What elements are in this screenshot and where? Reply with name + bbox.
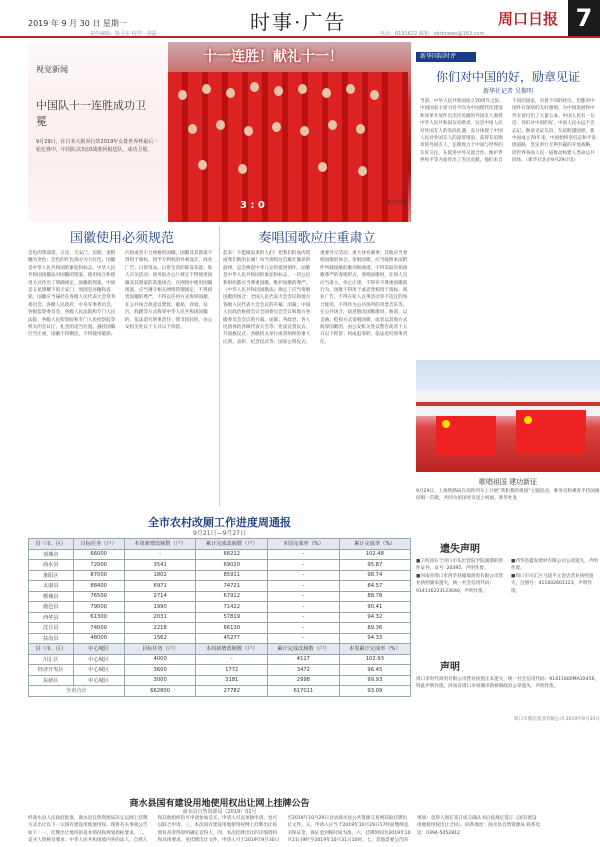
player-face — [250, 82, 259, 92]
table-cell: 鹿邑县 — [29, 602, 74, 613]
column-divider — [219, 226, 220, 506]
table-cell: 中心城区 — [73, 654, 124, 665]
table-cell: 中心城区 — [73, 675, 124, 686]
table-cell: 2714 — [124, 591, 196, 602]
player-face — [300, 126, 309, 136]
table-cell: 102.48 — [339, 549, 410, 560]
table-cell: - — [268, 581, 340, 592]
statement-title: 声明 — [440, 662, 460, 673]
table-cell: 57819 — [196, 612, 268, 623]
table-cell: - — [196, 654, 268, 665]
table-header: 中心城区 — [73, 644, 124, 655]
table-header: 目标任务（户） — [124, 644, 196, 655]
table-cell: 3472 — [268, 665, 340, 676]
commentary-title: 你们对中国的好，励章见证 — [435, 70, 580, 84]
photo-caption: 9月29日，在日本大阪举行的2019年女排世界杯最后一轮比赛中，中国队以3比0战胜阿根廷队，成功卫冕。 — [36, 139, 159, 153]
table-cell: - — [268, 549, 340, 560]
table-cell: 96.45 — [339, 665, 410, 676]
table-cell: 3181 — [196, 675, 268, 686]
page-number: 7 — [568, 0, 600, 36]
loss-notice-item: ■河南省周口市西华县翰瑞商贸有限公司营业执照副本遗失，统一社会信用代码：914116223123040，声明作废。 — [416, 573, 504, 594]
table-header-row — [29, 539, 411, 550]
table-row — [29, 612, 411, 623]
news-source: 视觉新闻 — [36, 65, 68, 74]
table-total-row — [29, 686, 411, 697]
player-face — [226, 88, 235, 98]
anthem-body: 起来！不愿做奴隶的人们！把我们的血肉筑成我们新的长城！每当奏唱这首雄壮激昂的旋律，总会唤起中华儿女的爱国情怀。国歌是中华人民共和国的象征和标志，一切公民和组织都应当尊重国歌，维护国歌的尊严。《中华人民共和国国歌法》规定了应当奏唱国歌的场合：全国人民代表大会会议和地方各级人民代表大会会议的开幕、闭幕；中国人民政治协商会议全国委员会会议和地方各级委员会会议的开幕、闭幕；各政党、各人民团体的各级代表大会等；宪法宣誓仪式；升国旗仪式；各级机关举行或者组织的重大庆典、表彰、纪念仪式等；国家公祭仪式；重要外交活动；重大体育赛事；其他应当奏唱国歌的场合。奏唱国歌，应当按照本法附件所载国歌的歌词和曲谱，不得采取有损国歌尊严的奏唱形式。奏唱国歌时，在场人员应当肃立，举止庄重，不得有不尊重国歌的行为。国歌不得用于或者变相用于商标、商业广告，不得在私人丧事活动等不适宜的场合使用，不得作为公共场所的背景音乐等。在公共场合，故意篡改国歌歌词、曲谱，以歪曲、贬损方式奏唱国歌，或者以其他方式侮辱国歌的，由公安机关处以警告或者十五日以下拘留；构成犯罪的，依法追究刑事责任。 — [223, 251, 408, 345]
table-cell: 74721 — [196, 581, 268, 592]
table-cell: 48000 — [73, 633, 124, 644]
volleyball-photo — [28, 42, 411, 222]
table-cell: 662800 — [124, 686, 196, 697]
player-face — [216, 120, 225, 130]
table-row — [29, 549, 411, 560]
table-cell: 76500 — [73, 591, 124, 602]
table-row — [29, 623, 411, 634]
table-cell: 61300 — [73, 612, 124, 623]
table-cell: 45277 — [196, 633, 268, 644]
table-cell: 3000 — [124, 675, 196, 686]
table-cell: - — [268, 602, 340, 613]
loss-notice-item: ■周口市川汇区马超平五金店营业执照遗失，注册号：411602601123，声明作废。 — [511, 573, 594, 594]
photo-title: 中国队十一连胜成功卫冕 — [36, 99, 146, 128]
player-face — [358, 166, 367, 176]
table-cell: 74000 — [73, 623, 124, 634]
section-title: 时事·广告 — [250, 10, 347, 34]
table-cell: 71422 — [196, 602, 268, 613]
paper-logo: 周口日报 — [498, 10, 559, 28]
team-figures — [168, 72, 408, 222]
table-title: 全市农村改厕工作进度周通报 — [148, 516, 291, 529]
editor-line: 责任编辑：陈卫东 校对：刘磊 — [90, 31, 157, 37]
player-face — [202, 84, 211, 94]
table-cell: 89.36 — [339, 623, 410, 634]
table-cell: - — [268, 570, 340, 581]
table-cell: 87000 — [73, 570, 124, 581]
article-anthem — [223, 224, 411, 508]
table-cell: 98.74 — [339, 570, 410, 581]
player-face — [198, 160, 207, 170]
table-cell: 85911 — [196, 570, 268, 581]
table-header: 本周新增改厕数（户） — [196, 644, 268, 655]
player-face — [238, 164, 247, 174]
table-subtitle: 9月21日—9月27日 — [193, 530, 246, 537]
table-row — [29, 602, 411, 613]
masthead — [0, 0, 600, 38]
photo-caption-panel — [28, 42, 168, 222]
table-cell: 淮阳区 — [29, 570, 74, 581]
flag-star — [524, 416, 532, 424]
loss-notice-list — [416, 558, 600, 654]
table-cell: 69020 — [196, 560, 268, 571]
table-cell: 6971 — [124, 581, 196, 592]
player-face — [274, 86, 283, 96]
table-cell: 项城市 — [29, 549, 74, 560]
commentary-byline: 新华社记者 吴黎明 — [483, 88, 533, 95]
table-row — [29, 591, 411, 602]
table-cell: 1562 — [124, 633, 196, 644]
table-header-row — [29, 644, 411, 655]
table-cell: 79000 — [73, 602, 124, 613]
player-face — [346, 84, 355, 94]
table-cell: - — [268, 591, 340, 602]
player-face — [356, 124, 365, 134]
player-face — [272, 122, 281, 132]
statement-footer: 周口市鼎信置业有限公司 2019年9月30日 — [513, 717, 600, 722]
table-cell: 617011 — [268, 686, 340, 697]
land-notice-body: 经商水县人民政府批准，商水县自然资源局决定以网上挂牌方式出让以下一宗国有建设用地使用权。现将有关事项公告如下：一、挂牌出让地块的基本情况和规划指标要求。二、竞买人资格及要求：中华人民共和国境内外的法人、自然人和其他组织均可申请参加竞买，申请人可以单独申请，也可以联合申请。三、本次国有建设用地使用权网上挂牌出让按照价高者得原则确定竞得人。四、本次挂牌出让的详细资料和具体要求，见挂牌出让文件。申请人可于2019年9月30日至2019年10月29日登录商水县公共资源交易网获取挂牌出让文件。五、申请人应当于2019年10月29日17时前缴纳竞买保证金，保证金到账时间为准。六、挂牌时间为2019年10月21日9时至2019年10月31日10时。七、其他需要公告的事项：竞得人须在签订成交确认书后按规定签订《国有建设用地使用权出让合同》。联系地址：商水县自然资源局 联系电话：0394-5452812 — [28, 816, 541, 844]
table-cell: 84.57 — [339, 581, 410, 592]
train-caption-title: 歌唱祖国 建功新征 — [478, 478, 538, 486]
table-cell: 102.93 — [339, 654, 410, 665]
player-face — [244, 126, 253, 136]
table-cell: 2218 — [124, 623, 196, 634]
player-face — [328, 120, 337, 130]
table-header: 县（市、区） — [29, 539, 74, 550]
land-notice — [28, 796, 541, 847]
table-header: 目标任务（户） — [73, 539, 124, 550]
table-cell: 经济开发区 — [29, 665, 74, 676]
table-cell: 太康县 — [29, 581, 74, 592]
train-caption-body: 9月29日，上海铁路局在高铁列车上开展“我和我的祖国”主题活动，乘务员和乘客手持国旗同唱一首歌，共同为祖国母亲送上祝福。新华社发 — [416, 489, 600, 502]
player-face — [298, 84, 307, 94]
table-cell: 商水县 — [29, 560, 74, 571]
train-caption — [416, 476, 600, 534]
player-face — [188, 124, 197, 134]
table-cell: 94.33 — [339, 633, 410, 644]
table-header: 累计完成改厕数（户） — [268, 644, 340, 655]
statement-body: 周口市时代商贸有限公司营业执照正本遗失，统一社会信用代码：91411600MA3X456，特此声明作废。河南省周口市项城市新桥镇政府公章遗失，声明作废。 — [416, 677, 600, 690]
table-row — [29, 570, 411, 581]
table-cell: 中心城区 — [73, 665, 124, 676]
table-cell: 27782 — [196, 686, 268, 697]
table-cell: 1772 — [196, 665, 268, 676]
loss-notice-item: ■西华县鑫发建材有限公司公章遗失，声明作废。 — [511, 559, 599, 572]
table-cell: 66000 — [73, 549, 124, 560]
progress-table-block — [28, 512, 411, 792]
table-cell: 67912 — [196, 591, 268, 602]
classified-ads — [416, 538, 600, 847]
commentary — [416, 42, 600, 358]
table-cell: 东新区 — [29, 675, 74, 686]
table-header: 本周完成率（%） — [268, 539, 340, 550]
player-face — [178, 90, 187, 100]
table-cell: 95.87 — [339, 560, 410, 571]
table-cell: - — [124, 549, 196, 560]
table-header: 本周累计完成率（%） — [339, 644, 410, 655]
loss-notice-title: 遗失声明 — [440, 544, 480, 555]
table-cell: 88.78 — [339, 591, 410, 602]
table-cell: 94.32 — [339, 612, 410, 623]
table-row — [29, 633, 411, 644]
table-cell: 99.93 — [339, 675, 410, 686]
issue-date: 2019 年 9 月 30 日 星期一 — [28, 19, 127, 28]
train-scene — [416, 360, 600, 472]
table-cell: 川汇区 — [29, 654, 74, 665]
match-score: 3 : 0 — [240, 200, 265, 211]
progress-table — [28, 538, 411, 697]
table-cell: 88400 — [73, 581, 124, 592]
flag-star — [442, 420, 450, 428]
table-cell: 68212 — [196, 549, 268, 560]
photo-banner: 十一连胜！献礼十一！ — [203, 49, 343, 65]
table-cell: 1802 — [124, 570, 196, 581]
player-face — [322, 88, 331, 98]
table-cell: 66130 — [196, 623, 268, 634]
table-cell: 90.41 — [339, 602, 410, 613]
table-row — [29, 665, 411, 676]
table-cell: - — [268, 560, 340, 571]
phone-line: 电话：6191622 邮箱：zkrbnews@163.com — [380, 31, 485, 37]
table-cell: 93.09 — [339, 686, 410, 697]
table-total-label: 全市合计 — [29, 686, 125, 697]
emblem-body: 会色的黄部需，五星、天安门、齿轮、麦稻穗为金色；会色的红色部分为大红色。国徽是中华人民共和国的象征和标志。中华人民共和国国徽法对国徽的图案、使用场合和使用方式作出了明确规定。国徽的图案，中间是五星照耀下的天安门，周围是谷穗和齿轮。国徽应当悬挂在各级人民代表大会常务委员会、各级人民政府、中央军事委员会、各级监察委员会、各级人民法院和专门人民法院、各级人民检察院和专门人民检察院等机关的会议厅、礼堂的适当位置。悬挂国徽应当庄重，国徽不得倒挂，不得使用破损、污损或者不合规格的国徽。国徽及其图案不得用于商标、授予专利权的外观设计、商业广告；日常用品、日常生活的陈设布置；私人庆吊活动；国务院办公厅规定不得使用国徽及其图案的其他场合。在网络中使用国徽图案，应当遵守相关网络管理规定，不得损害国徽的尊严。不得以任何方式侮辱国徽，在公共场合故意以焚烧、破损、涂划、玷污、践踏等方式侮辱中华人民共和国国徽的，依法追究刑事责任；情节较轻的，由公安机关处以十五日以下拘留。 — [28, 251, 213, 338]
table-row — [29, 654, 411, 665]
player-face — [318, 162, 327, 172]
table-cell: 1990 — [124, 602, 196, 613]
table-cell: 西华县 — [29, 612, 74, 623]
table-cell: 沈丘县 — [29, 623, 74, 634]
table-cell: 2998 — [268, 675, 340, 686]
table-header: 累计完成改厕数（户） — [196, 539, 268, 550]
land-notice-title: 商水县国有建设用地使用权出让网上挂牌公告 — [129, 799, 310, 809]
table-header: 本周新增改厕数（户） — [124, 539, 196, 550]
table-header: 县（市、区） — [29, 644, 74, 655]
table-cell: - — [268, 633, 340, 644]
table-cell: - — [268, 612, 340, 623]
table-row — [29, 581, 411, 592]
commentary-badge: 新华国际时评 — [416, 52, 476, 62]
table-header: 累计完成率（%） — [339, 539, 410, 550]
table-cell: 郸城县 — [29, 591, 74, 602]
loss-notice-item: ■王校园在于河口市头出营院学院旗期的原件证件，证号: 20395，声明作废。 — [416, 559, 504, 572]
table-cell: 4117 — [268, 654, 340, 665]
commentary-body: 当前，中华人民共和国成立70周年之际，中国国家主席习近平向为中国现代化建设和改革开放作出杰出贡献的外国友人颁授中华人民共和国友谊勋章。这是中国人民对外国友人的崇高礼遇，充分体现了中国人民对外国友人的深厚情谊。获得友谊勋章的外国友人，长期致力于中国与世界的友好交往，在促进中外交流合作、维护世界和平等方面作出了杰出贡献。他们来自不同的国家，有着不同的经历，但都对中国怀有深厚的友好感情，为中国发展和中外友谊付出了大量心血。中国人民有一句话：你们对中国的好，中国人民永远不会忘记。勋章见证友谊，友谊跨越国界。新中国成立70年来，中国始终坚持走和平发展道路，坚定奉行互利共赢的开放战略，同世界各国人民一道推动构建人类命运共同体。（新华社北京9月29日电） — [420, 99, 596, 164]
table-cell: 3600 — [124, 665, 196, 676]
player-face — [370, 90, 379, 100]
photo-credit: 新华社发 — [386, 200, 407, 206]
train-stripe — [416, 402, 600, 406]
table-cell: 4000 — [124, 654, 196, 665]
train-photo — [416, 360, 600, 472]
emblem-headline: 国徽使用必须规范 — [69, 231, 174, 246]
anthem-headline: 奏唱国歌应庄重肃立 — [258, 231, 376, 246]
table-cell: 2031 — [124, 612, 196, 623]
table-cell: - — [268, 623, 340, 634]
table-cell: 72000 — [73, 560, 124, 571]
land-notice-subtitle: 商水县自然资源局（2019）01号 — [182, 809, 257, 815]
table-row — [29, 560, 411, 571]
table-row — [29, 675, 411, 686]
table-cell: 3541 — [124, 560, 196, 571]
table-cell: 扶沟县 — [29, 633, 74, 644]
article-emblem — [28, 224, 216, 508]
